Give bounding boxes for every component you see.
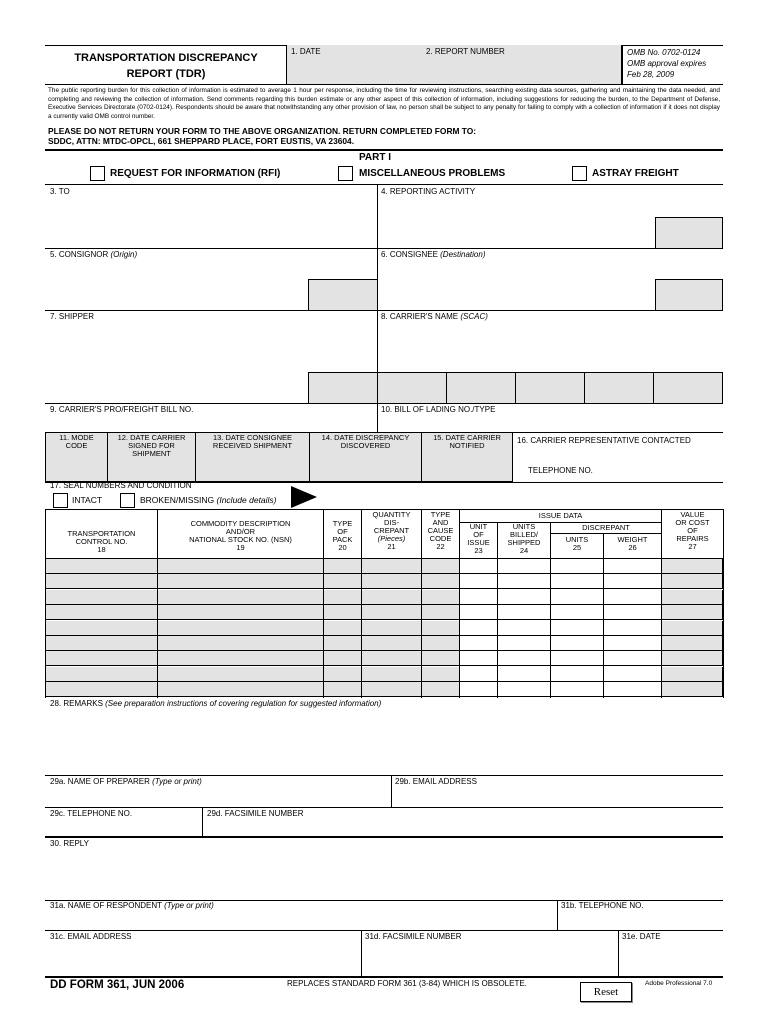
- table-cell[interactable]: [157, 621, 323, 636]
- form-id: DD FORM 361, JUN 2006: [50, 979, 185, 991]
- date-carrier-notified-label: 15. DATE CARRIER NOTIFIED: [433, 433, 501, 450]
- preparer-name-label: 29a. NAME OF PREPARER (Type or print): [50, 777, 202, 786]
- respondent-email-field[interactable]: [49, 945, 357, 973]
- respondent-phone-label: 31b. TELEPHONE NO.: [561, 901, 644, 910]
- broken-missing-label: BROKEN/MISSING (Include details): [140, 495, 277, 505]
- reporting-activity-field[interactable]: [380, 200, 652, 244]
- carrier-rep-label: 16. CARRIER REPRESENTATIVE CONTACTED: [517, 436, 691, 445]
- table-cell[interactable]: [497, 636, 550, 651]
- burden-notice: The public reporting burden for this collection of information is estimated to average 1 hour per response, including the time for reviewing instructions, searching existing data sources, gathering and maintaining the data needed, and completing and reviewing the collection of information. Send comments regarding this burden estimate or any other aspect of this collection of information, including suggestions for reducing the burden, to the Department of Defense, Executive Services Directorate (0702-0124). Respondents should be aware that notwithstanding any other provision of law, no person shall be subject to any penalty for failing to comply with a collection of information if it does not display a currently valid OMB control number.: [48, 87, 720, 120]
- table-cell[interactable]: [361, 605, 421, 620]
- table-cell[interactable]: [323, 590, 361, 605]
- table-cell[interactable]: [45, 590, 157, 605]
- omb-info: OMB No. 0702-0124 OMB approval expires Feb 28, 2009: [627, 48, 707, 79]
- col-26-header: WEIGHT 26: [617, 535, 648, 552]
- date-label: 1. DATE: [291, 47, 321, 56]
- consignor-label: 5. CONSIGNOR (Origin): [50, 250, 138, 259]
- table-cell[interactable]: [421, 559, 459, 574]
- date-carrier-signed-label: 12. DATE CARRIER SIGNED FOR SHIPMENT: [117, 433, 186, 458]
- remarks-label: 28. REMARKS (See preparation instructions of covering regulation for suggested information): [50, 699, 382, 708]
- intact-checkbox[interactable]: [53, 493, 68, 508]
- table-cell[interactable]: [45, 605, 157, 620]
- mode-code-field[interactable]: [47, 460, 105, 480]
- table-cell[interactable]: [323, 667, 361, 682]
- respondent-fax-field[interactable]: [364, 945, 614, 973]
- seal-label: 17. SEAL NUMBERS AND CONDITION: [50, 481, 192, 490]
- table-cell[interactable]: [421, 621, 459, 636]
- col-21-header: QUANTITY DIS- CREPANT (Pieces) 21: [372, 510, 411, 551]
- table-cell[interactable]: [550, 651, 603, 666]
- intact-label: INTACT: [72, 495, 103, 505]
- col-22-header: TYPE AND CAUSE CODE 22: [427, 510, 454, 551]
- col-23-header: UNIT OF ISSUE 23: [467, 522, 490, 555]
- table-cell[interactable]: [157, 651, 323, 666]
- consignee-field[interactable]: [380, 263, 652, 307]
- astray-freight-checkbox[interactable]: [572, 166, 587, 181]
- table-cell[interactable]: [497, 590, 550, 605]
- broken-missing-checkbox[interactable]: [120, 493, 135, 508]
- table-cell[interactable]: [459, 636, 497, 651]
- reply-label: 30. REPLY: [50, 839, 89, 848]
- consignor-field[interactable]: [49, 263, 304, 307]
- misc-problems-label: MISCELLANEOUS PROBLEMS: [359, 168, 506, 179]
- issue-data-header: ISSUE DATA: [538, 511, 583, 520]
- table-cell[interactable]: [421, 667, 459, 682]
- table-cell[interactable]: [361, 590, 421, 605]
- table-cell[interactable]: [603, 605, 661, 620]
- table-cell[interactable]: [661, 667, 723, 682]
- table-cell[interactable]: [497, 621, 550, 636]
- table-cell[interactable]: [603, 559, 661, 574]
- respondent-name-label: 31a. NAME OF RESPONDENT (Type or print): [50, 901, 214, 910]
- preparer-phone-field[interactable]: [49, 821, 199, 835]
- consignee-label: 6. CONSIGNEE (Destination): [381, 250, 486, 259]
- table-cell[interactable]: [323, 605, 361, 620]
- carrier-name-field[interactable]: [380, 325, 720, 369]
- table-cell[interactable]: [157, 667, 323, 682]
- table-cell[interactable]: [550, 590, 603, 605]
- table-cell[interactable]: [459, 574, 497, 589]
- respondent-email-label: 31c. EMAIL ADDRESS: [50, 932, 132, 941]
- col-20-header: TYPE OF PACK 20: [332, 519, 353, 552]
- preparer-fax-field[interactable]: [206, 821, 720, 835]
- table-cell[interactable]: [603, 621, 661, 636]
- rfi-label: REQUEST FOR INFORMATION (RFI): [110, 168, 281, 179]
- pro-bill-field[interactable]: [49, 416, 373, 430]
- respondent-date-label: 31e. DATE: [622, 932, 661, 941]
- table-cell[interactable]: [550, 636, 603, 651]
- shipper-field[interactable]: [49, 325, 304, 369]
- table-cell[interactable]: [459, 682, 497, 697]
- to-field[interactable]: [49, 200, 373, 244]
- table-cell[interactable]: [45, 667, 157, 682]
- date-carrier-notified-field[interactable]: [423, 460, 510, 480]
- mode-code-label: 11. MODE CODE: [59, 433, 94, 450]
- table-cell[interactable]: [361, 636, 421, 651]
- report-number-field[interactable]: [425, 60, 618, 80]
- scac-box-2[interactable]: [446, 372, 516, 404]
- table-cell[interactable]: [361, 682, 421, 697]
- table-cell[interactable]: [497, 574, 550, 589]
- table-cell[interactable]: [421, 651, 459, 666]
- table-cell[interactable]: [157, 590, 323, 605]
- table-cell[interactable]: [550, 667, 603, 682]
- table-cell[interactable]: [661, 574, 723, 589]
- table-cell[interactable]: [661, 605, 723, 620]
- table-cell[interactable]: [550, 559, 603, 574]
- scac-box-1[interactable]: [377, 372, 447, 404]
- consignee-shaded-box[interactable]: [655, 279, 723, 311]
- table-cell[interactable]: [323, 682, 361, 697]
- table-cell[interactable]: [421, 605, 459, 620]
- table-cell[interactable]: [157, 574, 323, 589]
- misc-problems-checkbox[interactable]: [338, 166, 353, 181]
- table-cell[interactable]: [459, 605, 497, 620]
- date-discrepancy-label: 14. DATE DISCREPANCY DISCOVERED: [321, 433, 410, 450]
- carrier-rep-field[interactable]: [516, 448, 721, 462]
- remarks-field[interactable]: [49, 712, 719, 770]
- report-number-label: 2. REPORT NUMBER: [426, 47, 505, 56]
- table-cell[interactable]: [323, 651, 361, 666]
- table-cell[interactable]: [157, 605, 323, 620]
- table-cell[interactable]: [661, 590, 723, 605]
- shipper-label: 7. SHIPPER: [50, 312, 95, 321]
- to-label: 3. TO: [50, 187, 70, 196]
- replaces-notice: REPLACES STANDARD FORM 361 (3-84) WHICH IS OBSOLETE.: [287, 979, 527, 988]
- table-cell[interactable]: [661, 621, 723, 636]
- table-cell[interactable]: [459, 590, 497, 605]
- respondent-fax-label: 31d. FACSIMILE NUMBER: [365, 932, 462, 941]
- preparer-phone-label: 29c. TELEPHONE NO.: [50, 809, 133, 818]
- table-cell[interactable]: [157, 636, 323, 651]
- table-cell[interactable]: [361, 574, 421, 589]
- scac-box-5[interactable]: [653, 372, 723, 404]
- reply-field[interactable]: [49, 852, 719, 896]
- table-cell[interactable]: [421, 574, 459, 589]
- table-cell[interactable]: [323, 574, 361, 589]
- table-cell[interactable]: [550, 605, 603, 620]
- col-24-header: UNITS BILLED/ SHIPPED 24: [507, 522, 541, 555]
- table-cell[interactable]: [421, 682, 459, 697]
- table-cell[interactable]: [323, 636, 361, 651]
- carrier-name-label: 8. CARRIER'S NAME (SCAC): [381, 312, 488, 321]
- table-cell[interactable]: [459, 559, 497, 574]
- table-cell[interactable]: [497, 667, 550, 682]
- table-cell[interactable]: [550, 682, 603, 697]
- return-instructions: PLEASE DO NOT RETURN YOUR FORM TO THE ABOVE ORGANIZATION. RETURN COMPLETED FORM TO: SDDC, ATTN: MTDC-OPCL, 661 SHEPPARD PLACE, FORT EUSTIS, VA 23604.: [48, 126, 477, 146]
- table-cell[interactable]: [550, 574, 603, 589]
- date-discrepancy-field[interactable]: [311, 460, 419, 480]
- part-title: PART I: [359, 152, 392, 163]
- table-cell[interactable]: [361, 667, 421, 682]
- table-cell[interactable]: [661, 559, 723, 574]
- astray-freight-label: ASTRAY FREIGHT: [592, 168, 679, 179]
- date-consignee-label: 13. DATE CONSIGNEE RECEIVED SHIPMENT: [212, 433, 293, 450]
- form-title: TRANSPORTATION DISCREPANCY REPORT (TDR): [74, 52, 258, 80]
- table-cell[interactable]: [603, 682, 661, 697]
- carrier-telephone-field[interactable]: [590, 465, 721, 479]
- software-version: Adobe Professional 7.0: [645, 980, 713, 987]
- table-cell[interactable]: [459, 651, 497, 666]
- table-cell[interactable]: [661, 682, 723, 697]
- table-cell[interactable]: [421, 636, 459, 651]
- col-19-header: COMMODITY DESCRIPTION AND/OR NATIONAL STOCK NO. (NSN) 19: [189, 519, 292, 552]
- date-field[interactable]: [290, 60, 418, 80]
- reset-button[interactable]: Reset: [580, 982, 632, 1002]
- table-cell[interactable]: [361, 651, 421, 666]
- table-cell[interactable]: [459, 621, 497, 636]
- preparer-email-label: 29b. EMAIL ADDRESS: [395, 777, 477, 786]
- bill-lading-field[interactable]: [380, 416, 720, 430]
- scac-box-3[interactable]: [515, 372, 585, 404]
- table-cell[interactable]: [661, 636, 723, 651]
- preparer-email-field[interactable]: [394, 790, 720, 805]
- bill-lading-label: 10. BILL OF LADING NO./TYPE: [381, 405, 496, 414]
- discrepant-header: DISCREPANT: [582, 523, 630, 532]
- table-cell[interactable]: [157, 559, 323, 574]
- table-cell[interactable]: [459, 667, 497, 682]
- table-cell[interactable]: [497, 651, 550, 666]
- telephone-label: TELEPHONE NO.: [528, 466, 593, 475]
- table-cell[interactable]: [603, 590, 661, 605]
- table-cell[interactable]: [603, 667, 661, 682]
- scac-box-4[interactable]: [584, 372, 654, 404]
- table-cell[interactable]: [45, 636, 157, 651]
- table-cell[interactable]: [603, 651, 661, 666]
- consignor-shaded-box[interactable]: [308, 279, 378, 311]
- col-25-header: UNITS 25: [565, 535, 589, 552]
- table-cell[interactable]: [323, 621, 361, 636]
- table-cell[interactable]: [45, 559, 157, 574]
- table-cell[interactable]: [45, 574, 157, 589]
- table-cell[interactable]: [497, 682, 550, 697]
- table-cell[interactable]: [497, 605, 550, 620]
- table-cell[interactable]: [45, 621, 157, 636]
- preparer-name-field[interactable]: [49, 790, 387, 805]
- col-27-header: VALUE OR COST OF REPAIRS 27: [675, 510, 710, 551]
- respondent-name-field[interactable]: [49, 913, 553, 928]
- table-cell[interactable]: [603, 636, 661, 651]
- respondent-phone-field[interactable]: [560, 913, 720, 928]
- reporting-activity-shaded-box[interactable]: [655, 217, 723, 249]
- arrow-right-icon: [291, 486, 317, 508]
- table-cell[interactable]: [603, 574, 661, 589]
- table-cell[interactable]: [497, 559, 550, 574]
- table-cell[interactable]: [157, 682, 323, 697]
- table-cell[interactable]: [45, 682, 157, 697]
- pro-bill-label: 9. CARRIER'S PRO/FREIGHT BILL NO.: [50, 405, 194, 414]
- preparer-fax-label: 29d. FACSIMILE NUMBER: [207, 809, 304, 818]
- table-cell[interactable]: [323, 559, 361, 574]
- date-consignee-field[interactable]: [197, 460, 307, 480]
- date-carrier-signed-field[interactable]: [109, 466, 193, 480]
- respondent-date-field[interactable]: [621, 945, 720, 973]
- table-cell[interactable]: [45, 651, 157, 666]
- rfi-checkbox[interactable]: [90, 166, 105, 181]
- table-cell[interactable]: [361, 621, 421, 636]
- table-cell[interactable]: [550, 621, 603, 636]
- table-cell[interactable]: [661, 651, 723, 666]
- table-cell[interactable]: [361, 559, 421, 574]
- shipper-shaded-box[interactable]: [308, 372, 378, 404]
- table-cell[interactable]: [421, 590, 459, 605]
- col-18-header: TRANSPORTATION CONTROL NO. 18: [67, 529, 136, 554]
- reporting-activity-label: 4. REPORTING ACTIVITY: [381, 187, 476, 196]
